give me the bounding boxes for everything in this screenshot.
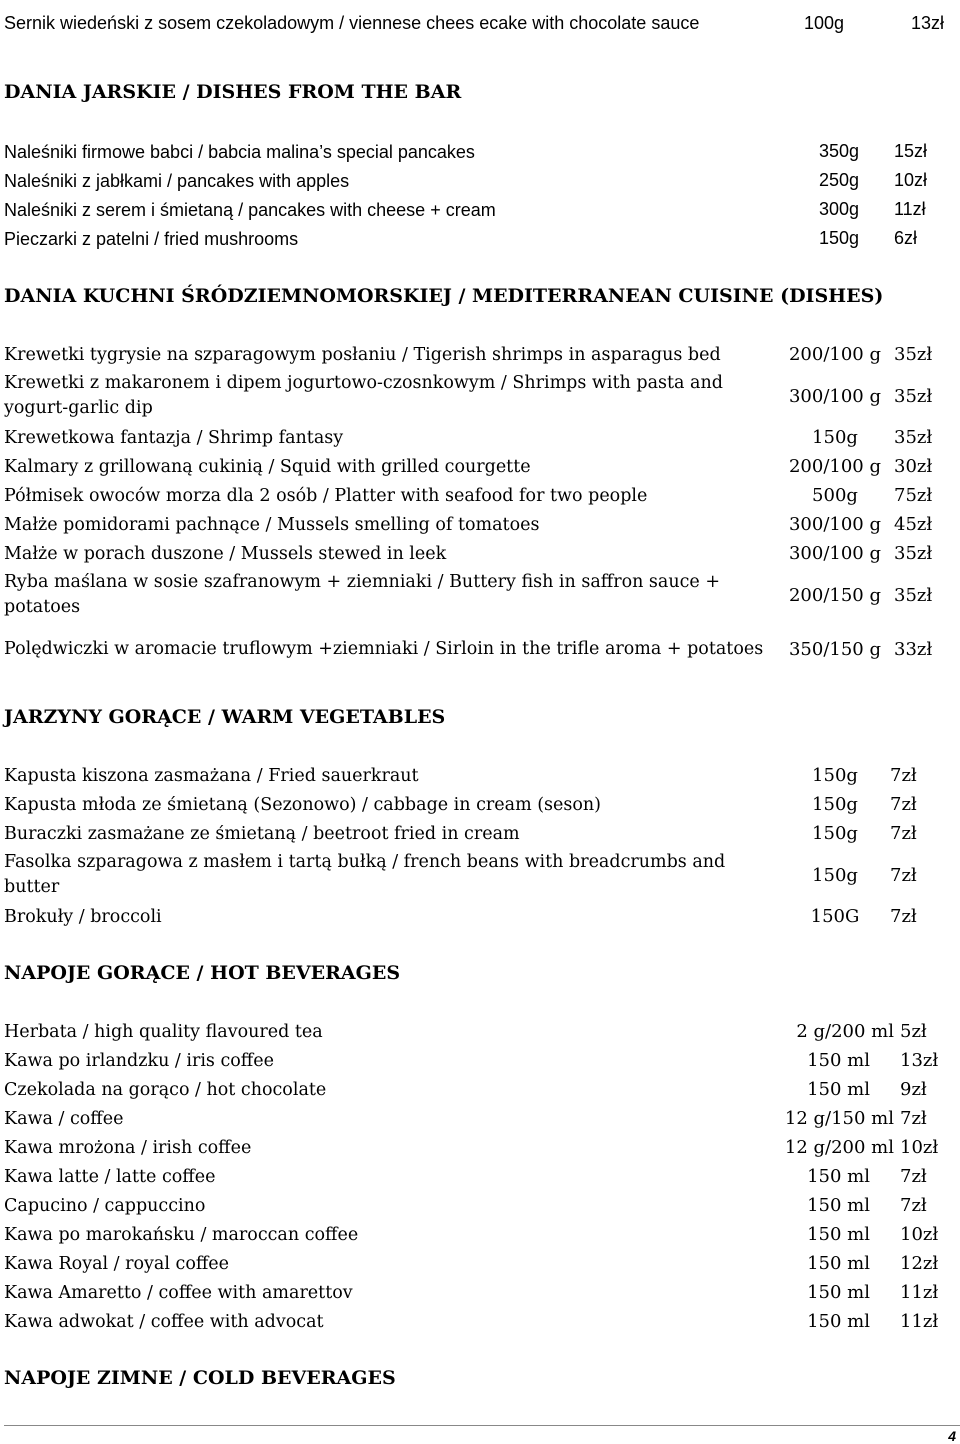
menu-item [0,1046,956,1075]
item-qty: 300/100 g [788,514,882,535]
item-name: Krewetkowa fantazja / Shrimp fantasy [4,427,344,448]
item-price: 7zł [890,906,917,927]
item-price: 9zł [900,1079,927,1100]
item-price: 5zł [900,1021,927,1042]
item-price: 11zł [900,1282,939,1303]
item-price: 10zł [900,1224,939,1245]
item-qty: 12 g/150 ml [784,1108,894,1129]
section-title: DANIA KUCHNI ŚRÓDZIEMNOMORSKIEJ / MEDITERRANEAN CUISINE (DISHES) [4,285,884,307]
item-qty: 150 ml [807,1050,870,1071]
item-qty: 150g [812,765,858,786]
menu-item [0,340,956,369]
page-number: 4 [948,1428,956,1444]
item-qty: 200/150 g [788,584,882,606]
item-name: Naleśniki z serem i śmietaną / pancakes with cheese + cream [4,199,496,220]
menu-item [0,481,956,510]
item-price: 35zł [894,427,933,448]
item-price: 35zł [894,344,933,365]
item-qty: 150g [812,823,858,844]
item-qty: 350/150 g [788,638,882,660]
section-title: NAPOJE GORĄCE / HOT BEVERAGES [4,962,401,984]
footer-divider [4,1425,960,1426]
menu-item [0,1220,956,1249]
menu-item [0,848,956,902]
item-qty: 500g [812,485,858,506]
item-name: Fasolka szparagowa z masłem i tartą bułką / french beans with breadcrumbs and butter [4,852,726,897]
item-price: 75zł [894,485,933,506]
item-name: Brokuły / broccoli [4,906,162,927]
item-qty: 300/100 g [788,543,882,564]
item-qty: 150 ml [807,1253,870,1274]
menu-item [0,1017,956,1046]
item-price: 30zł [894,456,933,477]
item-price: 35zł [894,385,933,407]
menu-item [0,195,956,224]
item-qty: 150G [810,906,860,927]
item-name: Kawa adwokat / coffee with advocat [4,1311,324,1332]
item-price: 13zł [910,12,944,33]
item-price: 33zł [894,638,933,660]
item-price: 45zł [894,514,933,535]
menu-item [0,369,956,423]
menu-item [0,1191,956,1220]
menu-item [0,1307,956,1336]
item-name: Czekolada na gorąco / hot chocolate [4,1079,327,1100]
item-qty: 100g [803,12,845,33]
item-name: Ryba maślana w sosie szafranowym + ziemniaki / Buttery fish in saffron sauce + potatoes [4,572,721,617]
section-title: NAPOJE ZIMNE / COLD BEVERAGES [4,1367,396,1389]
item-name: Naleśniki firmowe babci / babcia malina’s special pancakes [4,141,475,162]
item-qty: 150 ml [807,1195,870,1216]
item-name: Capucino / cappuccino [4,1195,206,1216]
item-price: 7zł [900,1108,927,1129]
item-name: Krewetki tygrysie na szparagowym posłaniu / Tigerish shrimps in asparagus bed [4,344,721,365]
item-name: Buraczki zasmażane ze śmietaną / beetroot fried in cream [4,823,520,844]
menu-item [0,761,956,790]
item-qty: 150 ml [807,1079,870,1100]
section-list [0,137,960,253]
item-price: 15zł [894,141,928,161]
item-name: Herbata / high quality flavoured tea [4,1021,323,1042]
item-name: Polędwiczki w aromacie truflowym +ziemniaki / Sirloin in the trifle aroma + potatoes [4,638,764,659]
menu-item [0,510,956,539]
item-price: 7zł [900,1166,927,1187]
item-qty: 150g [812,794,858,815]
item-price: 10zł [900,1137,939,1158]
section-title: JARZYNY GORĄCE / WARM VEGETABLES [4,706,446,728]
item-name: Kawa Royal / royal coffee [4,1253,229,1274]
item-qty: 300/100 g [788,385,882,407]
item-name: Półmisek owoców morza dla 2 osób / Platter with seafood for two people [4,485,648,506]
menu-item [0,423,956,452]
section-list [0,1017,960,1336]
menu-item [0,1278,956,1307]
item-name: Naleśniki z jabłkami / pancakes with apples [4,170,350,191]
menu-item [0,1133,956,1162]
item-price: 35zł [894,543,933,564]
menu-item [0,1249,956,1278]
item-name: Sernik wiedeński z sosem czekoladowym / viennese chees ecake with chocolate sauce [4,13,700,33]
item-qty: 150 ml [807,1166,870,1187]
section-list [0,761,960,931]
item-qty: 12 g/200 ml [784,1137,894,1158]
item-price: 10zł [894,170,928,190]
item-name: Pieczarki z patelni / fried mushrooms [4,228,299,249]
item-qty: 150g [812,427,858,448]
item-qty: 250g [818,170,860,190]
menu-item [0,166,956,195]
item-qty: 150g [818,228,860,248]
item-name: Małże w porach duszone / Mussels stewed in leek [4,543,447,564]
menu-item [0,790,956,819]
item-qty: 150 ml [807,1224,870,1245]
menu-item [0,137,956,166]
item-price: 7zł [890,864,917,886]
section-title: DANIA JARSKIE / DISHES FROM THE BAR [4,81,462,103]
item-qty: 200/100 g [788,344,882,365]
item-price: 6zł [894,228,918,248]
menu-item [0,1104,956,1133]
item-name: Kawa / coffee [4,1108,124,1129]
item-price: 13zł [900,1050,939,1071]
item-name: Krewetki z makaronem i dipem jogurtowo-czosnkowym / Shrimps with pasta and yogurt-garlic dip [4,373,723,418]
item-price: 7zł [900,1195,927,1216]
item-qty: 150g [812,864,858,886]
item-name: Kawa po marokańsku / maroccan coffee [4,1224,359,1245]
menu-item [0,819,956,848]
section-list [0,340,960,676]
item-price: 11zł [894,199,926,219]
item-qty: 2 g/200 ml [796,1021,894,1042]
menu-item-top [0,0,960,46]
item-qty: 300g [818,199,860,219]
menu-item [0,1162,956,1191]
item-name: Małże pomidorami pachnące / Mussels smelling of tomatoes [4,514,540,535]
item-qty: 200/100 g [788,456,882,477]
item-qty: 150 ml [807,1282,870,1303]
item-name: Kawa latte / latte coffee [4,1166,216,1187]
item-name: Kapusta kiszona zasmażana / Fried sauerkraut [4,765,419,786]
item-qty: 350g [818,141,860,161]
menu-item [0,622,956,676]
menu-item [0,539,956,568]
menu-item [0,902,956,931]
item-name: Kawa Amaretto / coffee with amarettov [4,1282,353,1303]
item-name: Kawa mrożona / irish coffee [4,1137,252,1158]
item-price: 35zł [894,584,933,606]
menu-item [0,452,956,481]
menu-item [0,224,956,253]
item-qty: 150 ml [807,1311,870,1332]
item-name: Kapusta młoda ze śmietaną (Sezonowo) / cabbage in cream (seson) [4,794,602,815]
item-price: 7zł [890,823,917,844]
item-price: 7zł [890,794,917,815]
item-price: 11zł [900,1311,939,1332]
menu-item [0,1075,956,1104]
item-name: Kawa po irlandzku / iris coffee [4,1050,274,1071]
item-price: 12zł [900,1253,939,1274]
menu-item [0,568,956,622]
item-price: 7zł [890,765,917,786]
item-name: Kalmary z grillowaną cukinią / Squid with grilled courgette [4,456,531,477]
